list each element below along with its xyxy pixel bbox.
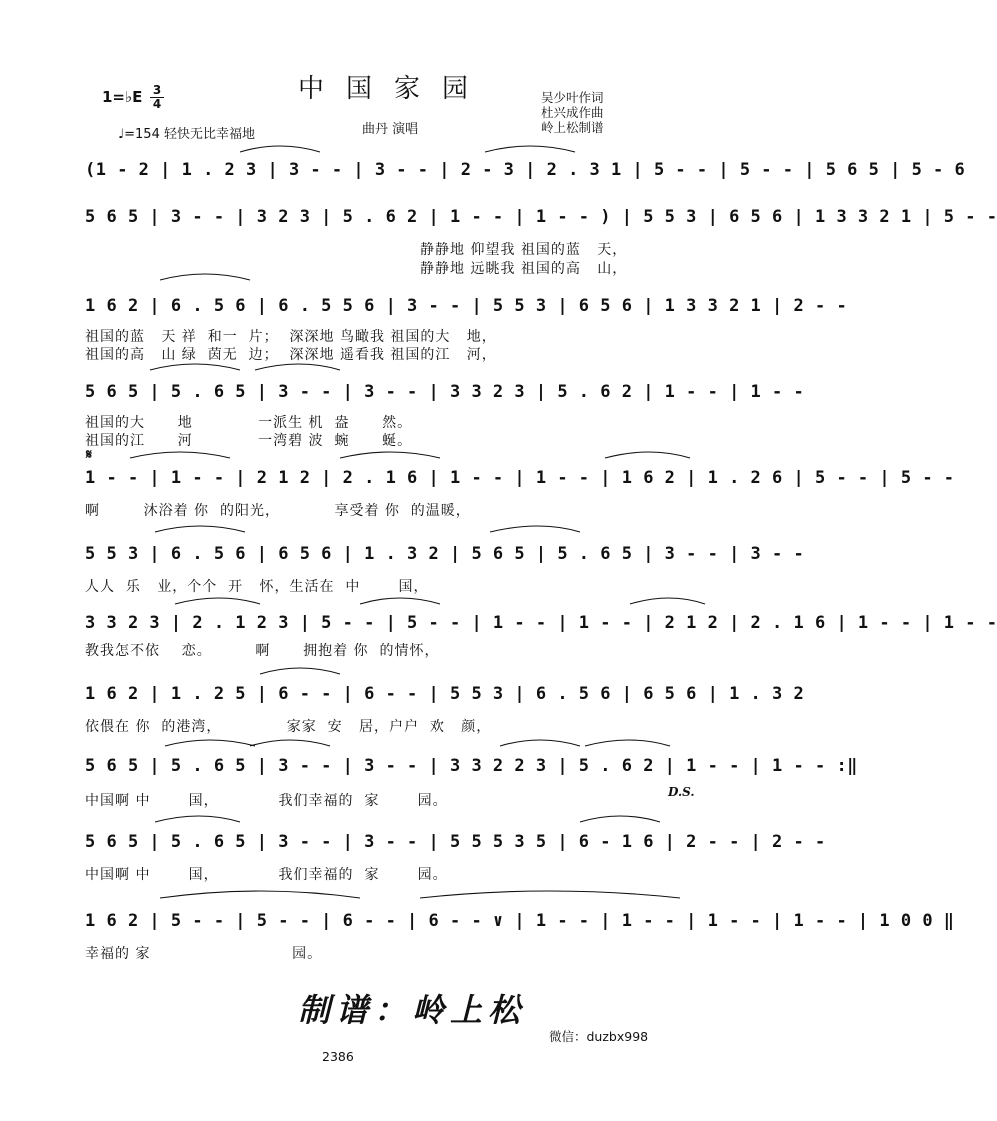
- tie-arc: [340, 452, 440, 458]
- tie-arc: [585, 740, 670, 746]
- page-number: 2386: [322, 1049, 354, 1064]
- score-line-10: 5 6 5 | 5 . 6 5 | 3 - - | 3 - - | 5 5 5 3 5 | 6 - 1 6 | 2 - - | 2 - -: [85, 832, 826, 852]
- score-line-7: 3 3 2 3 | 2 . 1 2 3 | 5 - - | 5 - - | 1 - - | 1 - - | 2 1 2 | 2 . 1 6 | 1 - - | 1 - -: [85, 613, 997, 633]
- tie-arc: [240, 146, 320, 152]
- lyric-line-2a: 祖国的蓝 天 祥 和一 片； 深深地 鸟瞰我 祖国的大 地，: [85, 329, 497, 345]
- tie-arc: [605, 452, 690, 458]
- tie-arc: [155, 816, 240, 822]
- tie-arc: [160, 274, 250, 280]
- tie-arc: [250, 740, 330, 746]
- tie-arc: [255, 364, 340, 370]
- lyric-line-7: 依偎在 你 的港湾， 家家 安 居，户户 欢 颜，: [85, 719, 492, 735]
- tie-arc: [630, 598, 705, 604]
- lyric-line-1b: 静静地 远眺我 祖国的高 山，: [420, 261, 628, 277]
- score-line-9: 5 6 5 | 5 . 6 5 | 3 - - | 3 - - | 3 3 2 2 3 | 5 . 6 2 | 1 - - | 1 - - :‖: [85, 756, 858, 776]
- tie-arc: [500, 740, 580, 746]
- tie-arc: [580, 816, 660, 822]
- lyric-line-10: 幸福的 家 园。: [85, 946, 323, 962]
- score-line-5: 1 - - | 1 - - | 2 1 2 | 2 . 1 6 | 1 - - | 1 - - | 1 6 2 | 1 . 2 6 | 5 - - | 5 - -: [85, 468, 955, 488]
- lyric-line-9: 中国啊 中 国， 我们幸福的 家 园。: [85, 867, 448, 883]
- song-title: 中国家园: [298, 74, 491, 104]
- lyric-line-3a: 祖国的大 地 一派生 机 盎 然。: [85, 415, 413, 431]
- meter-bottom: 4: [152, 97, 162, 111]
- ds-marking: D.S.: [668, 785, 695, 799]
- tie-arc: [150, 364, 240, 370]
- tie-arc: [155, 526, 245, 532]
- signature-image: 制谱：岭上松: [298, 991, 527, 1029]
- wechat-contact: 微信：duzbx998: [549, 1029, 649, 1044]
- transcriber-credit: 岭上松制谱: [541, 120, 604, 135]
- composer-credit: 杜兴成作曲: [541, 105, 604, 120]
- lyric-line-4: 啊 沐浴着 你 的阳光， 享受着 你 的温暖，: [85, 503, 471, 519]
- score-line-6: 5 5 3 | 6 . 5 6 | 6 5 6 | 1 . 3 2 | 5 6 5 | 5 . 6 5 | 3 - - | 3 - -: [85, 544, 805, 564]
- tie-arc: [490, 526, 580, 532]
- tie-arc: [130, 452, 230, 458]
- tie-arc: [165, 740, 255, 746]
- segno-sign: 𝄋: [86, 447, 93, 463]
- lyric-line-2b: 祖国的高 山 绿 茵无 边； 深深地 遥看我 祖国的江 河，: [85, 347, 497, 363]
- tie-arc: [160, 891, 360, 898]
- tie-arc: [175, 598, 260, 604]
- lyric-line-5: 人人 乐 业，个个 开 怀，生活在 中 国，: [85, 579, 429, 595]
- meter-top: 3: [152, 83, 162, 97]
- lyric-line-3b: 祖国的江 河 一湾碧 波 蜿 蜒。: [85, 433, 413, 449]
- tie-arc: [485, 146, 575, 152]
- tie-arc: [360, 598, 440, 604]
- tie-arc: [420, 891, 680, 898]
- score-line-3: 1 6 2 | 6 . 5 6 | 6 . 5 5 6 | 3 - - | 5 5 3 | 6 5 6 | 1 3 3 2 1 | 2 - -: [85, 296, 848, 316]
- score-line-2: 5 6 5 | 3 - - | 3 2 3 | 5 . 6 2 | 1 - - | 1 - - ) | 5 5 3 | 6 5 6 | 1 3 3 2 1 | 5 - -: [85, 207, 997, 227]
- score-line-11: 1 6 2 | 5 - - | 5 - - | 6 - - | 6 - - ∨ | 1 - - | 1 - - | 1 - - | 1 - - | 1 0 0 ‖: [85, 911, 955, 931]
- lyric-line-8: 中国啊 中 国， 我们幸福的 家 园。: [85, 793, 448, 809]
- singer-credit: 曲丹 演唱: [362, 122, 419, 137]
- tie-arc: [260, 668, 340, 674]
- lyricist-credit: 吴少叶作词: [541, 90, 604, 105]
- key-signature: 1=♭E: [102, 88, 143, 106]
- lyric-line-6: 教我怎不依 恋。 啊 拥抱着 你 的情怀，: [85, 643, 440, 659]
- score-line-8: 1 6 2 | 1 . 2 5 | 6 - - | 6 - - | 5 5 3 | 6 . 5 6 | 6 5 6 | 1 . 3 2: [85, 684, 805, 704]
- score-line-1: (1 - 2 | 1 . 2 3 | 3 - - | 3 - - | 2 - 3 | 2 . 3 1 | 5 - - | 5 - - | 5 6 5 | 5 - 6: [85, 160, 966, 180]
- lyric-line-1a: 静静地 仰望我 祖国的蓝 天，: [420, 242, 628, 258]
- score-line-4: 5 6 5 | 5 . 6 5 | 3 - - | 3 - - | 3 3 2 3 | 5 . 6 2 | 1 - - | 1 - -: [85, 382, 805, 402]
- tempo-marking: ♩=154 轻快无比幸福地: [118, 127, 255, 142]
